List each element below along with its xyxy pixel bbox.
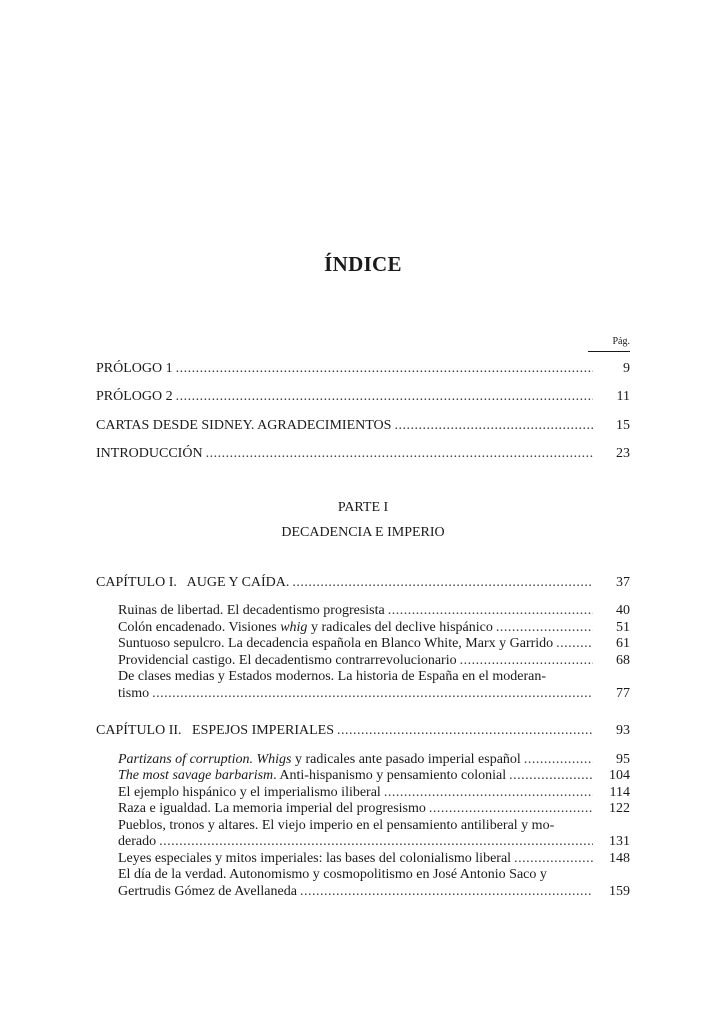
page-title: ÍNDICE (324, 252, 402, 276)
section-title: The most savage barbarism. Anti-hispanismo y pensamiento colonial (118, 768, 507, 783)
section-page: 114 (609, 785, 630, 800)
section-title: tismo (118, 686, 150, 701)
section-entry[interactable] (118, 785, 630, 801)
section-title: Colón encadenado. Visiones whig y radicales del declive hispánico (118, 620, 493, 635)
section-title-line: De clases medias y Estados modernos. La historia de España en el moderan- (118, 669, 547, 684)
section-entry[interactable] (118, 653, 630, 669)
chapter-page: 93 (616, 723, 630, 738)
leader-dots (159, 834, 593, 850)
section-entry[interactable] (118, 768, 630, 784)
section-title: Leyes especiales y mitos imperiales: las bases del colonialismo liberal (118, 851, 512, 866)
section-entry[interactable] (118, 752, 630, 768)
toc-entry-title: INTRODUCCIÓN (96, 446, 203, 461)
section-page: 77 (616, 686, 630, 701)
leader-dots (337, 723, 593, 739)
section-entry[interactable] (118, 851, 630, 867)
part-title: DECADENCIA E IMPERIO (281, 525, 445, 540)
section-page: 95 (616, 752, 630, 767)
section-page: 61 (616, 636, 630, 651)
page-column-header: Pág. (612, 336, 630, 347)
section-entry[interactable] (118, 686, 630, 702)
section-page: 68 (616, 653, 630, 668)
section-page: 159 (609, 884, 630, 899)
toc-entry[interactable] (96, 446, 630, 462)
section-title: Ruinas de libertad. El decadentismo progresista (118, 603, 385, 618)
leader-dots (300, 884, 593, 900)
section-page: 51 (616, 620, 630, 635)
toc-page (96, 0, 630, 1024)
section-title: derado (118, 834, 157, 849)
section-page: 104 (609, 768, 630, 783)
section-title: Partizans of corruption. Whigs y radicales ante pasado imperial español (118, 752, 521, 767)
part-number: PARTE I (337, 500, 389, 515)
section-page: 40 (616, 603, 630, 618)
leader-dots (524, 752, 593, 768)
section-title: Raza e igualdad. La memoria imperial del progresismo (118, 801, 426, 816)
section-entry[interactable] (118, 884, 630, 900)
leader-dots (556, 636, 593, 652)
leader-dots (152, 686, 593, 702)
chapter-title: CAPÍTULO II. ESPEJOS IMPERIALES (96, 723, 335, 738)
leader-dots (388, 603, 593, 619)
toc-entry-page: 11 (616, 389, 630, 404)
section-page: 148 (609, 851, 630, 866)
toc-entry[interactable] (96, 418, 630, 434)
page-column-rule (588, 351, 630, 352)
section-entry[interactable] (118, 636, 630, 652)
toc-entry-title: CARTAS DESDE SIDNEY. AGRADECIMIENTOS (96, 418, 392, 433)
toc-entry-page: 9 (623, 361, 630, 376)
leader-dots (429, 801, 593, 817)
section-entry[interactable] (118, 834, 630, 850)
leader-dots (384, 785, 593, 801)
toc-entry-title: PRÓLOGO 2 (96, 389, 173, 404)
toc-entry-page: 15 (616, 418, 630, 433)
toc-entry-title: PRÓLOGO 1 (96, 361, 173, 376)
section-title-line: El día de la verdad. Autonomismo y cosmopolitismo en José Antonio Saco y (118, 867, 547, 882)
chapter-page: 37 (616, 575, 630, 590)
leader-dots (292, 575, 593, 591)
chapter-entry[interactable] (96, 723, 630, 739)
section-title: Gertrudis Gómez de Avellaneda (118, 884, 297, 899)
section-page: 131 (609, 834, 630, 849)
toc-entry-page: 23 (616, 446, 630, 461)
section-title: El ejemplo hispánico y el imperialismo iliberal (118, 785, 381, 800)
leader-dots (206, 446, 593, 462)
leader-dots (460, 653, 593, 669)
chapter-title: CAPÍTULO I. AUGE Y CAÍDA. (96, 575, 290, 590)
leader-dots (176, 389, 593, 405)
leader-dots (509, 768, 593, 784)
chapter-entry[interactable] (96, 575, 630, 591)
section-title: Suntuoso sepulcro. La decadencia española en Blanco White, Marx y Garrido (118, 636, 554, 651)
section-entry[interactable] (118, 620, 630, 636)
section-entry[interactable] (118, 603, 630, 619)
leader-dots (514, 851, 593, 867)
leader-dots (176, 361, 593, 377)
section-title: Providencial castigo. El decadentismo contrarrevolucionario (118, 653, 457, 668)
leader-dots (394, 418, 593, 434)
section-page: 122 (609, 801, 630, 816)
section-entry[interactable] (118, 801, 630, 817)
section-title-line: Pueblos, tronos y altares. El viejo imperio en el pensamiento antiliberal y mo- (118, 818, 555, 833)
toc-entry[interactable] (96, 389, 630, 405)
toc-entry[interactable] (96, 361, 630, 377)
leader-dots (496, 620, 593, 636)
